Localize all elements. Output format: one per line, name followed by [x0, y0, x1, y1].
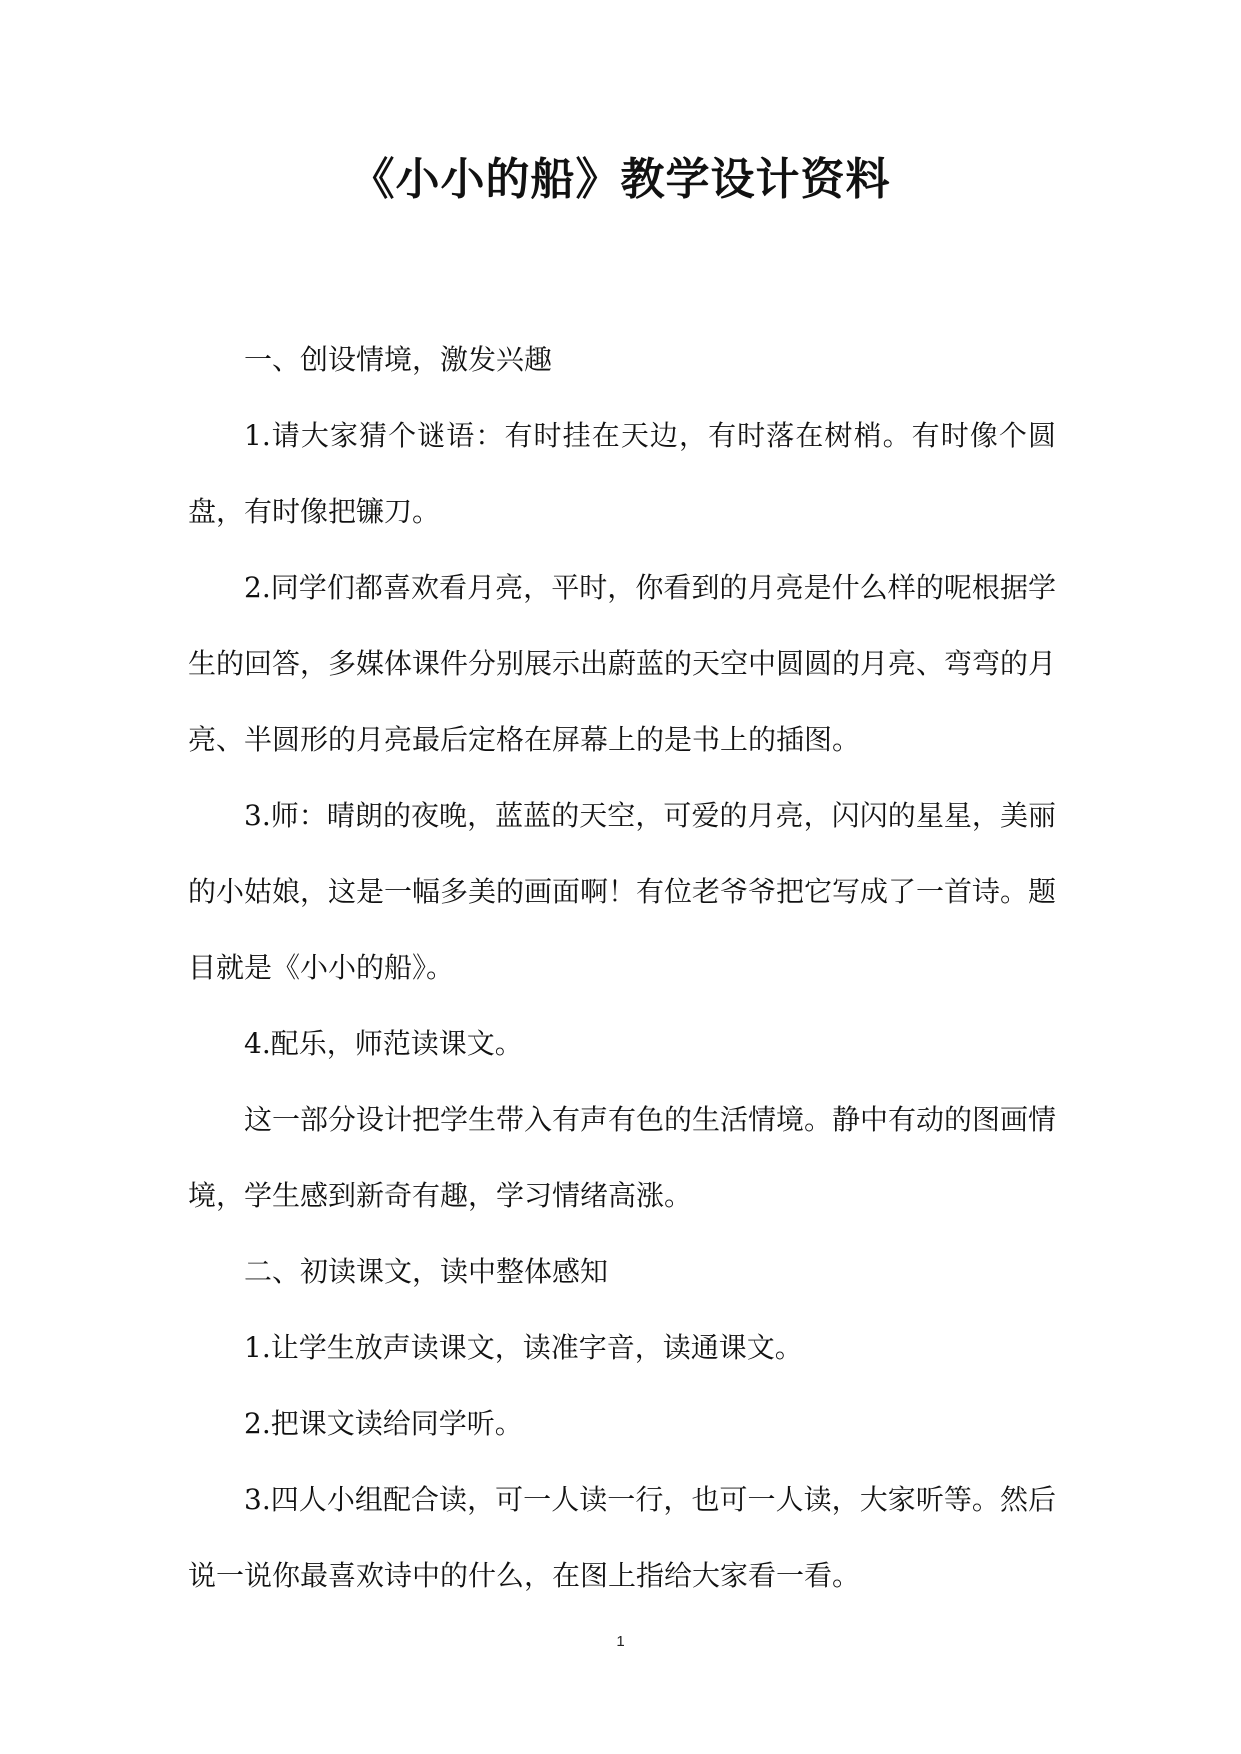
- paragraph: 4.配乐，师范读课文。: [244, 1027, 523, 1060]
- document-body: [188, 322, 1056, 1614]
- paragraph: 这一部分设计把学生带入有声有色的生活情境。静中有动的图画情境，学生感到新奇有趣，学习情绪高涨。: [188, 1103, 1057, 1212]
- page-number: 1: [616, 1633, 625, 1650]
- section-heading: 一、创设情境，激发兴趣: [244, 343, 553, 376]
- paragraph: 3.师：晴朗的夜晚，蓝蓝的天空，可爱的月亮，闪闪的星星，美丽的小姑娘，这是一幅多美的画面啊！有位老爷爷把它写成了一首诗。题目就是《小小的船》。: [188, 799, 1057, 984]
- paragraph: 3.四人小组配合读，可一人读一行，也可一人读，大家听等。然后说一说你最喜欢诗中的什么，在图上指给大家看一看。: [188, 1483, 1056, 1592]
- paragraph: 1.让学生放声读课文，读准字音，读通课文。: [244, 1331, 803, 1364]
- section-heading: 二、初读课文，读中整体感知: [244, 1255, 609, 1288]
- paragraph: 2.把课文读给同学听。: [244, 1407, 523, 1440]
- paragraph: 2.同学们都喜欢看月亮，平时，你看到的月亮是什么样的呢根据学生的回答，多媒体课件分别展示出蔚蓝的天空中圆圆的月亮、弯弯的月亮、半圆形的月亮最后定格在屏幕上的是书上的插图。: [188, 571, 1057, 756]
- paragraph: 1.请大家猜个谜语：有时挂在天边，有时落在树梢。有时像个圆盘，有时像把镰刀。: [188, 419, 1056, 528]
- document-title: 《小小的船》教学设计资料: [350, 154, 891, 205]
